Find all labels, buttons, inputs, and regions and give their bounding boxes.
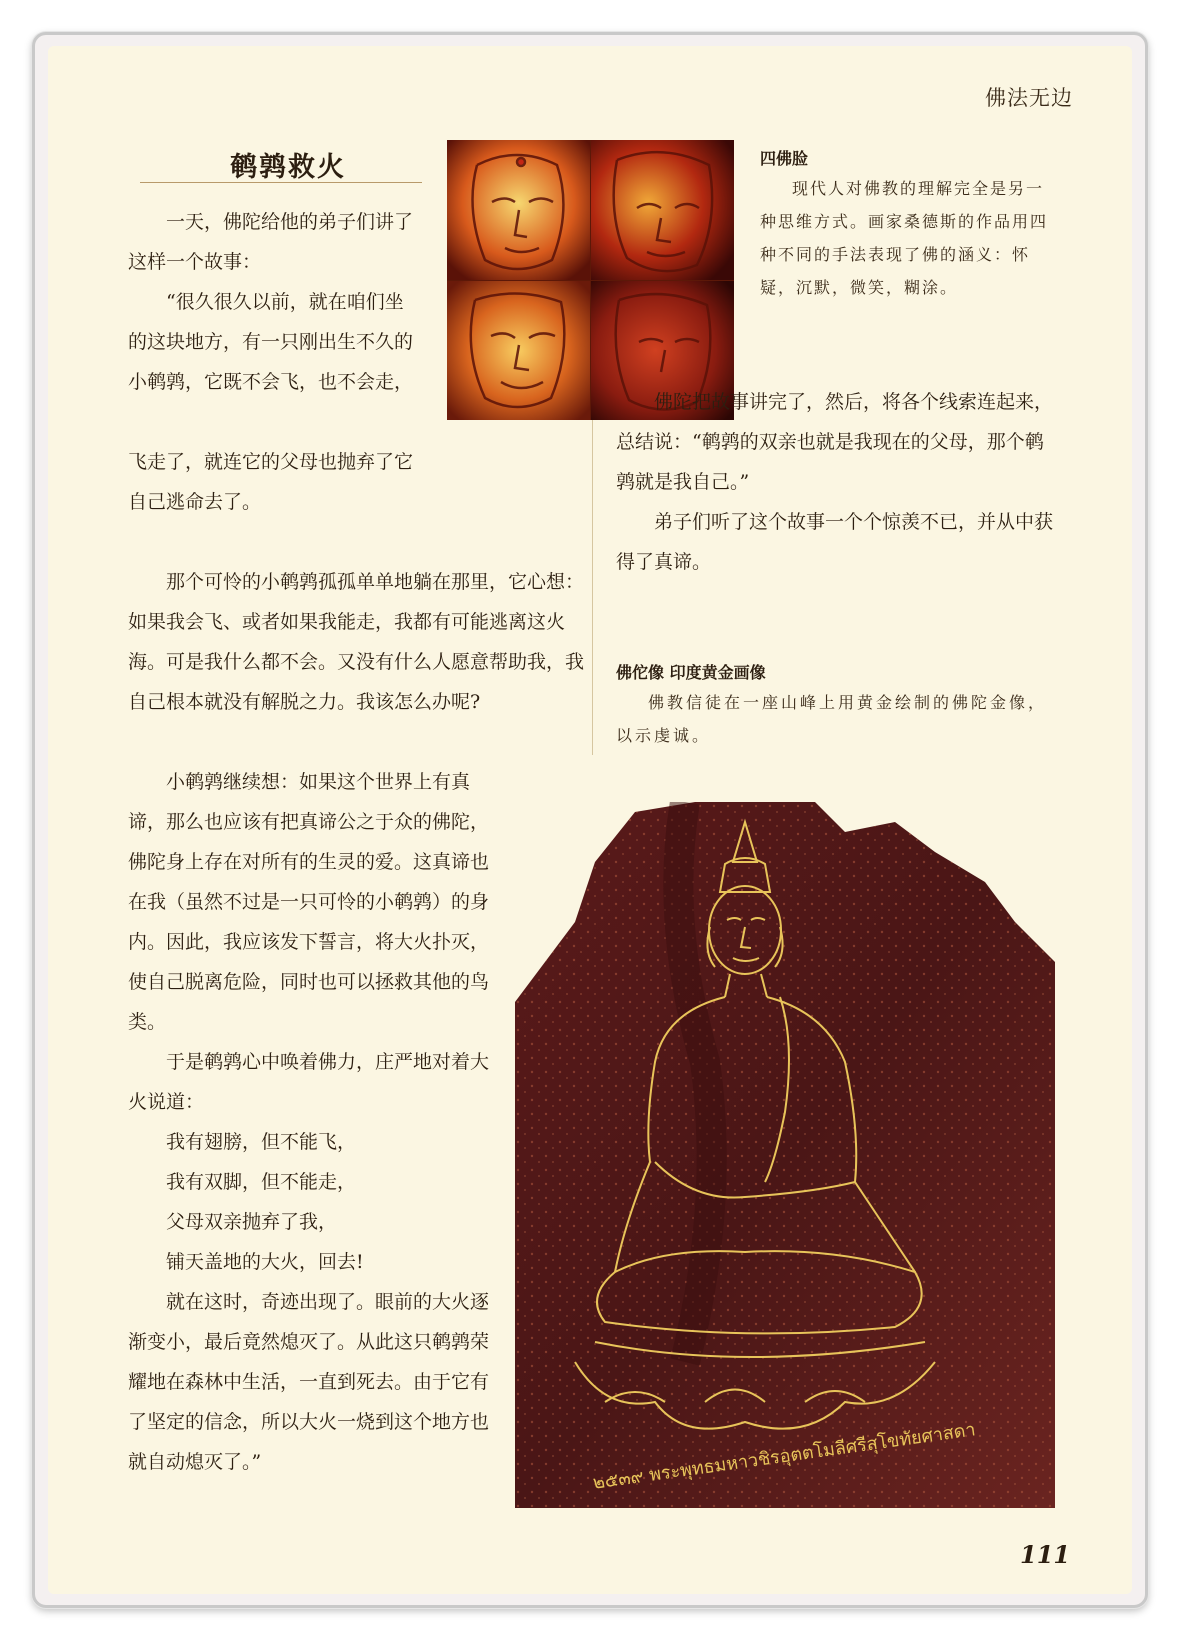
poem-line: 父母双亲抛弃了我， — [166, 1211, 338, 1233]
page-number: 111 — [1020, 1540, 1071, 1569]
story-conclusion: 弟子们听了这个故事一个个惊羡不已，并从中获得了真谛。 — [616, 511, 1054, 573]
story-middle — [128, 562, 592, 722]
caption-golden-title: 佛佗像 印度黄金画像 — [616, 663, 766, 682]
story-paragraph: 于是鹌鹑心中唤着佛力，庄严地对着大火说道： — [128, 1051, 490, 1113]
story-conclusion: 佛陀把故事讲完了，然后，将各个线索连起来，总结说：“鹌鹑的双亲也就是我现在的父母，那个鹌鹑就是我自己。” — [616, 391, 1054, 493]
caption-faces-title: 四佛脸 — [760, 149, 809, 168]
story-paragraph: 小鹌鹑继续想：如果这个世界上有真谛，那么也应该有把真谛公之于众的佛陀，佛陀身上存在对所有的生灵的爱。这真谛也在我（虽然不过是一只可怜的小鹌鹑）的身内。因此，我应该发下誓言，将大火扑灭，使自己脱离危险，同时也可以拯救其他的鸟类。 — [128, 771, 490, 1033]
golden-buddha-rock-image — [515, 802, 1055, 1508]
story-lower — [128, 762, 498, 1482]
column-divider — [592, 420, 593, 755]
running-head: 佛法无边 — [985, 86, 1073, 110]
poem-line: 铺天盖地的大火，回去! — [166, 1251, 364, 1273]
story-opening-narrow — [128, 202, 420, 402]
story-paragraph: “很久很久以前，就在咱们坐的这块地方，有一只刚出生不久的小鹌鹑，它既不会飞，也不会走， — [128, 291, 414, 393]
story-paragraph-continued: 飞走了，就连它的父母也抛弃了它自己逃命去了。 — [128, 451, 414, 513]
title-rule — [140, 182, 422, 183]
story-wide-continuation — [128, 442, 592, 562]
poem-line: 我有双脚，但不能走， — [166, 1171, 357, 1193]
story-paragraph: 就在这时，奇迹出现了。眼前的大火逐渐变小，最后竟然熄灭了。从此这只鹌鹑荣耀地在森林中生活，一直到死去。由于它有了坚定的信念，所以大火一烧到这个地方也就自动熄灭了。” — [128, 1291, 490, 1473]
story-right-column — [616, 382, 1056, 582]
story-paragraph: 一天，佛陀给他的弟子们讲了这样一个故事： — [128, 211, 414, 273]
story-paragraph: 那个可怜的小鹌鹑孤孤单单地躺在那里，它心想：如果我会飞、或者如果我能走，我都有可能逃离这火海。可是我什么都不会。又没有什么人愿意帮助我，我自己根本就没有解脱之力。我该怎么办呢? — [128, 571, 585, 713]
four-buddha-faces-image — [447, 140, 734, 420]
caption-faces-text: 现代人对佛教的理解完全是另一种思维方式。画家桑德斯的作品用四种不同的手法表现了佛的涵义：怀疑，沉默，微笑，糊涂。 — [760, 179, 1049, 297]
story-title: 鹌鹑救火 — [230, 152, 346, 183]
thai-inscription: ๒๕๓๙ พระพุทธมหาวชิรอุตตโมลีศรีสุโขทัยศาสดา — [591, 1419, 977, 1494]
caption-golden-text: 佛教信徒在一座山峰上用黄金绘制的佛陀金像，以示虔诚。 — [616, 693, 1048, 745]
poem-line: 我有翅膀，但不能飞， — [166, 1131, 357, 1153]
